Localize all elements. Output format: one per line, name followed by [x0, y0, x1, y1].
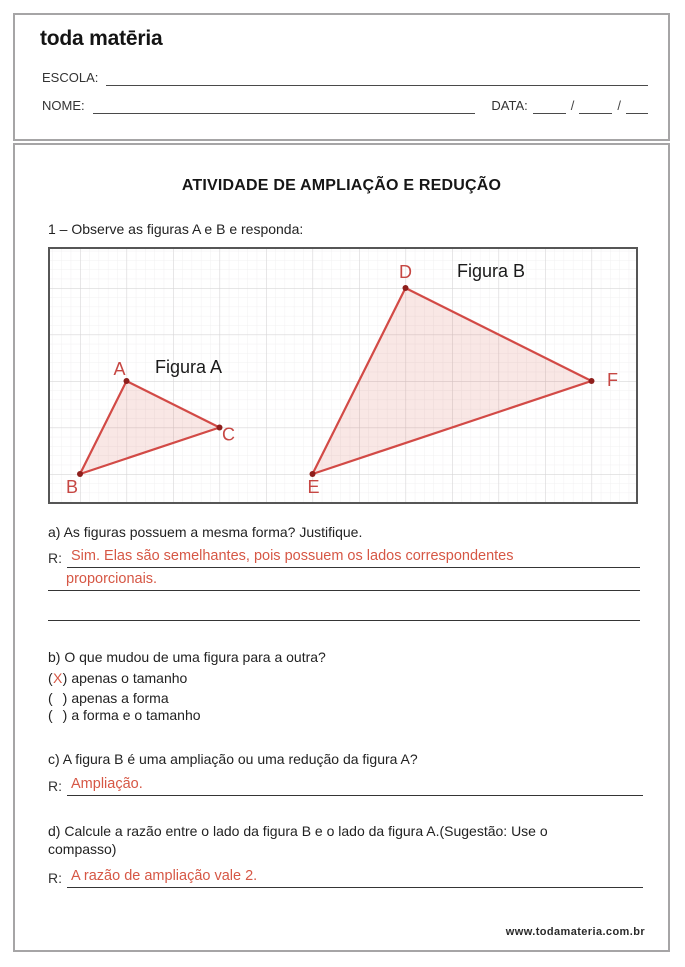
paren-close: )	[62, 670, 68, 686]
vertex-dot-b0	[403, 285, 409, 291]
figure-b-title: Figura B	[457, 261, 526, 281]
answer-a-prefix: R:	[48, 550, 62, 566]
school-row	[42, 69, 648, 86]
answer-c-row	[48, 773, 643, 796]
vertex-label-a2: C	[222, 424, 235, 445]
option-row-2	[48, 690, 169, 706]
toda-materia-logo: toda matēria	[40, 27, 163, 50]
school-label: ESCOLA:	[42, 70, 99, 85]
question-b: b) O que mudou de uma figura para a outra?	[48, 649, 326, 665]
vertex-label-b0: D	[399, 262, 412, 282]
answer-a-line2[interactable]: proporcionais.	[48, 569, 640, 591]
option-2-mark[interactable]	[53, 690, 63, 706]
answer-d-line[interactable]: A razão de ampliação vale 2.	[67, 865, 643, 888]
date-label: DATA:	[491, 98, 528, 113]
answer-d-row	[48, 865, 643, 888]
name-label: NOME:	[42, 98, 85, 113]
option-3-label: a forma e o tamanho	[71, 707, 201, 723]
vertex-label-b1: E	[307, 477, 320, 497]
figure-panel	[48, 247, 638, 504]
question-1: 1 – Observe as figuras A e B e responda:	[48, 221, 304, 237]
answer-a-line3[interactable]	[48, 598, 640, 621]
option-row-1	[48, 670, 187, 686]
page-title: ATIVIDADE DE AMPLIAÇÃO E REDUÇÃO	[181, 177, 502, 194]
answer-c-line[interactable]: Ampliação.	[67, 773, 643, 796]
paren-open: (	[48, 690, 53, 706]
figure-canvas	[48, 247, 638, 504]
date-separator: /	[570, 98, 575, 113]
answer-a-row2	[48, 569, 640, 591]
answer-a-row1	[48, 546, 640, 568]
website-text: www.todamateria.com.br	[505, 926, 645, 938]
paren-open: (	[48, 670, 53, 686]
question-d: d) Calcule a razão entre o lado da figura B e o lado da figura A.(Sugestão: Use o compasso)	[48, 823, 548, 857]
paren-close: )	[62, 707, 68, 723]
option-row-3	[48, 707, 201, 723]
date-year-line[interactable]	[626, 97, 648, 114]
option-1-mark[interactable]: X	[53, 670, 63, 686]
vertex-label-a1: B	[65, 477, 79, 497]
question-c: c) A figura B é uma ampliação ou uma redução da figura A?	[48, 751, 418, 767]
paren-close: )	[62, 690, 68, 706]
date-day-line[interactable]	[533, 97, 566, 114]
school-input-line[interactable]	[106, 69, 648, 86]
option-1-label: apenas o tamanho	[71, 670, 188, 686]
date-month-line[interactable]	[579, 97, 612, 114]
answer-a-line1[interactable]: Sim. Elas são semelhantes, pois possuem os lados correspondentes	[67, 546, 640, 568]
vertex-label-b2: F	[607, 370, 618, 390]
date-separator: /	[617, 98, 621, 113]
name-row	[42, 97, 648, 114]
vertex-label-a0: A	[113, 359, 126, 379]
paren-open: (	[48, 707, 53, 723]
name-input-line[interactable]	[93, 97, 476, 114]
answer-d-prefix: R:	[48, 870, 62, 886]
answer-c-prefix: R:	[48, 778, 62, 794]
vertex-dot-b2	[589, 378, 595, 384]
figure-a-title: Figura A	[155, 357, 223, 377]
option-3-mark[interactable]	[53, 707, 63, 723]
question-a: a) As figuras possuem a mesma forma? Justifique.	[48, 524, 363, 540]
option-2-label: apenas a forma	[71, 690, 169, 706]
